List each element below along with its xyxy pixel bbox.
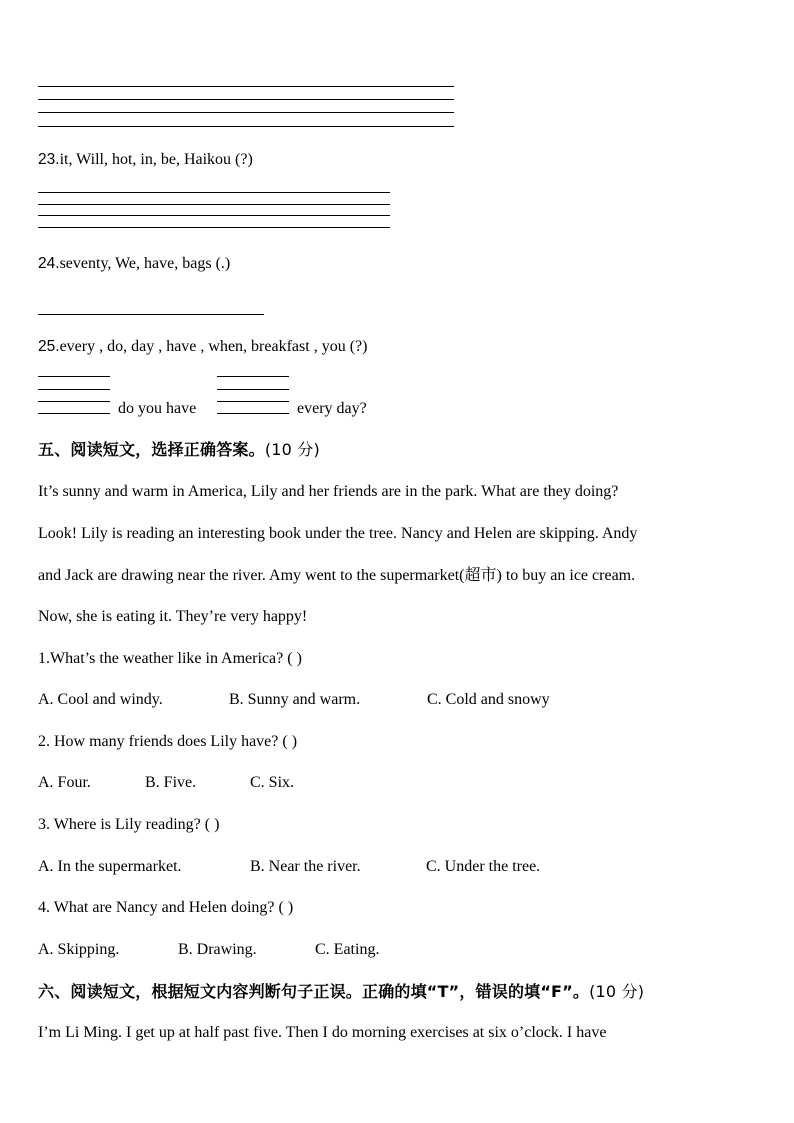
question-2: 2. How many friends does Lily have? ( ) — [38, 733, 298, 750]
option-b[interactable]: B. Drawing. — [178, 941, 257, 958]
question-number: 23. — [38, 151, 60, 168]
section-title: 五、阅读短文，选择正确答案。 — [38, 440, 265, 459]
answer-line[interactable] — [38, 99, 454, 100]
question-number: 25. — [38, 338, 60, 355]
answer-line[interactable] — [38, 86, 454, 87]
blank-line[interactable] — [217, 376, 289, 377]
question-prompt: seventy, We, have, bags (.) — [59, 255, 231, 272]
blank-line[interactable] — [38, 413, 110, 414]
answer-line[interactable] — [38, 227, 390, 228]
section-5-heading — [38, 440, 320, 460]
blank-line[interactable] — [217, 401, 289, 402]
blank-line[interactable] — [217, 389, 289, 390]
passage-line: Look! Lily is reading an interesting book under the tree. Nancy and Helen are skipping. Andy — [38, 525, 638, 542]
question-3: 3. Where is Lily reading? ( ) — [38, 816, 220, 833]
answer-line[interactable] — [38, 215, 390, 216]
option-c[interactable]: C. Eating. — [315, 941, 380, 958]
blank-line[interactable] — [38, 389, 110, 390]
section-score: (10 分) — [589, 982, 645, 1001]
question-prompt: every , do, day , have , when, breakfast , you (?) — [59, 338, 368, 355]
question-prompt: it, Will, hot, in, be, Haikou (?) — [59, 151, 253, 168]
blank-line[interactable] — [38, 401, 110, 402]
question-25 — [38, 337, 367, 357]
option-a[interactable]: A. Four. — [38, 774, 91, 791]
question-4: 4. What are Nancy and Helen doing? ( ) — [38, 899, 294, 916]
section-title: 六、阅读短文，根据短文内容判断句子正误。正确的填“T”，错误的填“F”。 — [38, 982, 590, 1001]
option-c[interactable]: C. Under the tree. — [426, 858, 541, 875]
question-1: 1.What’s the weather like in America? ( ) — [38, 650, 302, 667]
passage-line: Now, she is eating it. They’re very happy! — [38, 608, 308, 625]
question-23 — [38, 150, 253, 170]
question-24 — [38, 254, 230, 274]
blank-line[interactable] — [217, 413, 289, 414]
answer-line[interactable] — [38, 112, 454, 113]
option-a[interactable]: A. Cool and windy. — [38, 691, 163, 708]
passage-line: and Jack are drawing near the river. Amy went to the supermarket(超市) to buy an ice cream. — [38, 567, 636, 584]
option-c[interactable]: C. Six. — [250, 774, 295, 791]
section-6-heading — [38, 982, 644, 1002]
answer-line[interactable] — [38, 126, 454, 127]
q25-end-text: every day? — [297, 400, 367, 417]
q25-middle-text: do you have — [118, 400, 197, 417]
option-a[interactable]: A. In the supermarket. — [38, 858, 182, 875]
option-b[interactable]: B. Sunny and warm. — [229, 691, 361, 708]
blank-line[interactable] — [38, 376, 110, 377]
passage-line: I’m Li Ming. I get up at half past five. Then I do morning exercises at six o’clock. I have — [38, 1024, 607, 1041]
option-b[interactable]: B. Near the river. — [250, 858, 361, 875]
answer-line[interactable] — [38, 204, 390, 205]
question-number: 24. — [38, 255, 60, 272]
passage-line: It’s sunny and warm in America, Lily and her friends are in the park. What are they doing? — [38, 483, 619, 500]
answer-line[interactable] — [38, 192, 390, 193]
option-b[interactable]: B. Five. — [145, 774, 197, 791]
option-a[interactable]: A. Skipping. — [38, 941, 120, 958]
section-score: (10 分) — [264, 440, 320, 459]
answer-line[interactable] — [38, 314, 264, 315]
option-c[interactable]: C. Cold and snowy — [427, 691, 550, 708]
